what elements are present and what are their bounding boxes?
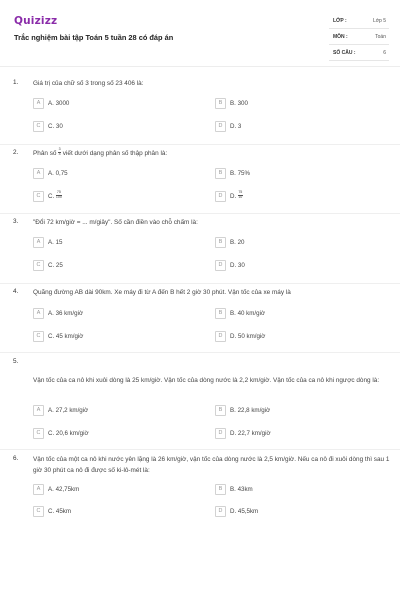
option-text: A. 36 km/giờ [48, 310, 84, 317]
worksheet-meta [329, 15, 389, 63]
option-text: C. 45 km/giờ [48, 333, 84, 340]
option-letter: D [215, 121, 226, 132]
question-text [33, 149, 388, 160]
meta-label: LỚP : [333, 18, 347, 24]
option-letter: C [33, 331, 44, 342]
option-text: B. 22,8 km/giờ [230, 407, 271, 414]
option-prefix: D. [230, 193, 238, 200]
question-text: Giá trị của chữ số 3 trong số 23 406 là: [33, 80, 144, 87]
option-letter: A [33, 308, 44, 319]
option-letter: D [215, 428, 226, 439]
fraction-denominator: 100 [55, 194, 62, 199]
option-text: D. 50 km/giờ [230, 333, 266, 340]
option-letter: B [215, 308, 226, 319]
question-number: 5. [13, 358, 19, 365]
question-number: 6. [13, 455, 19, 462]
fraction-denominator: 4 [58, 151, 61, 156]
header-divider [0, 66, 400, 67]
option-text: B. 20 [230, 239, 245, 246]
option-letter: D [215, 331, 226, 342]
option-text [48, 190, 62, 200]
option-letter: D [215, 191, 226, 202]
option-text: C. 25 [48, 262, 63, 269]
option-letter: B [215, 484, 226, 495]
option-text: A. 15 [48, 239, 63, 246]
option-prefix: C. [48, 193, 56, 200]
option-letter: B [215, 237, 226, 248]
option-letter: C [33, 191, 44, 202]
question-number: 2. [13, 149, 19, 156]
option-letter: C [33, 260, 44, 271]
meta-row-class [329, 15, 389, 29]
fraction-numerator: 75 [238, 190, 243, 195]
meta-label: MÔN : [333, 34, 348, 40]
option-letter: A [33, 405, 44, 416]
worksheet-header [0, 0, 400, 66]
meta-row-subject [329, 31, 389, 45]
question-text: "Đổi 72 km/giờ = ... m/giây". Số cần điền vào chỗ chấm là: [33, 219, 198, 226]
option-letter: A [33, 484, 44, 495]
option-text [230, 190, 243, 200]
fraction [238, 191, 243, 200]
question-divider [0, 352, 400, 353]
fraction-numerator: 3 [58, 147, 61, 152]
option-letter: A [33, 98, 44, 109]
option-text: D. 22,7 km/giờ [230, 430, 271, 437]
option-letter: D [215, 260, 226, 271]
option-letter: C [33, 506, 44, 517]
meta-label: SỐ CÂU : [333, 50, 356, 56]
option-letter: D [215, 506, 226, 517]
question-text-after: viết dưới dạng phân số thập phân là: [61, 150, 168, 157]
question-text: Quãng đường AB dài 90km. Xe máy đi từ A đến B hết 2 giờ 30 phút. Vận tốc của xe máy là [33, 289, 291, 296]
question-text: Vận tốc của một ca nô khi nước yên lặng là 26 km/giờ, vận tốc của dòng nước là 2,5 km/giờ. Nếu ca nô đi xuôi dòng thì sau 1 giờ 30 phút ca nô đi được số ki-lô-mét là: [33, 456, 390, 474]
page-title: Trắc nghiệm bài tập Toán 5 tuần 28 có đáp án [14, 33, 174, 42]
option-text: B. 75% [230, 170, 250, 177]
meta-value: Toán [375, 34, 386, 40]
question-divider [0, 283, 400, 284]
option-text: A. 0,75 [48, 170, 68, 177]
meta-value: 6 [383, 50, 386, 56]
question-divider [0, 144, 400, 145]
option-text: D. 3 [230, 123, 242, 130]
option-text: C. 30 [48, 123, 63, 130]
option-letter: B [215, 405, 226, 416]
option-text: A. 3000 [48, 100, 70, 107]
question-number: 1. [13, 79, 19, 86]
fraction-denominator: 10 [238, 194, 243, 199]
meta-row-question-count [329, 47, 389, 61]
option-text: B. 43km [230, 486, 253, 493]
option-text: C. 20,6 km/giờ [48, 430, 89, 437]
option-letter: A [33, 168, 44, 179]
meta-value: Lớp 5 [372, 18, 386, 24]
fraction-numerator: 75 [56, 190, 61, 195]
question-text: Vận tốc của ca nô khi xuôi dòng là 25 km/giờ. Vận tốc của dòng nước là 2,2 km/giờ. Vận tốc của ca nô khi ngược dòng là: [33, 377, 380, 384]
question-number: 3. [13, 218, 19, 225]
quizizz-logo: Quizizz [14, 15, 58, 27]
option-letter: A [33, 237, 44, 248]
option-text: C. 45km [48, 508, 72, 515]
option-text: A. 42,75km [48, 486, 80, 493]
question-divider [0, 449, 400, 450]
fraction [56, 191, 62, 200]
option-text: B. 300 [230, 100, 248, 107]
question-text-before: Phân số [33, 150, 59, 157]
question-divider [0, 213, 400, 214]
option-letter: C [33, 428, 44, 439]
option-text: A. 27,2 km/giờ [48, 407, 89, 414]
option-letter: B [215, 168, 226, 179]
option-text: D. 30 [230, 262, 245, 269]
option-letter: C [33, 121, 44, 132]
option-text: D. 45,5km [230, 508, 259, 515]
option-text: B. 40 km/giờ [230, 310, 266, 317]
option-letter: B [215, 98, 226, 109]
question-number: 4. [13, 288, 19, 295]
